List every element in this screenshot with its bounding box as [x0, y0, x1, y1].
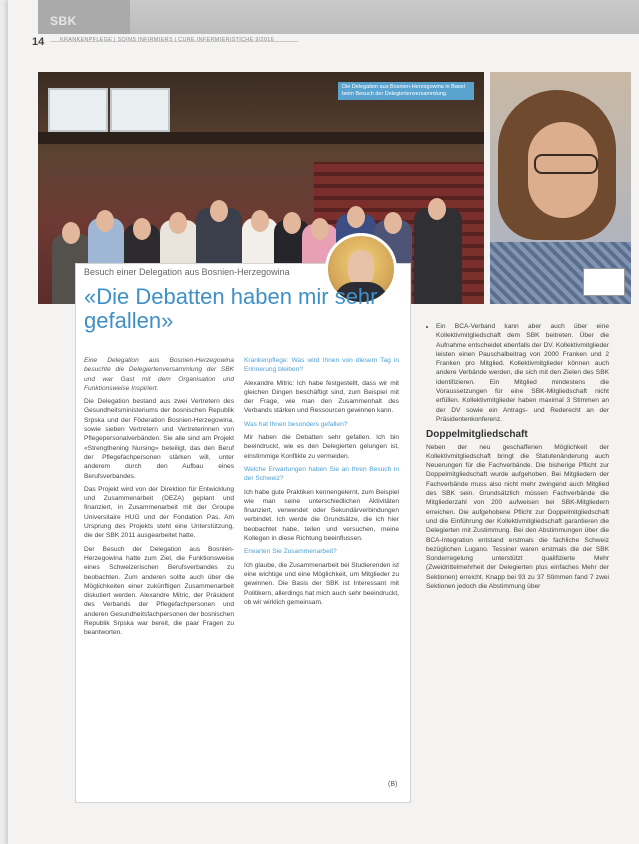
interview-question: Krankenpflege: Was wird Ihnen von diesem Tag in Erinnerung bleiben? [244, 357, 399, 374]
interview-question: Erwarten Sie Zusammenarbeit? [244, 548, 337, 556]
section-heading: Doppelmitgliedschaft [426, 429, 528, 441]
article-column-2 [244, 356, 399, 611]
paragraph: Der Besuch der Delegation aus Bosnien-Herzegowina hatte zum Ziel, die Funktionsweise eines Schweizerischen Berufsverbandes zu beobachten. Zum anderen sollte auch über die Möglichkeiten einer zukünftigen Zusammenarbeit diskutiert werden. Alexandre Mitric, der Präsident des Verbands der Pflegefachpersonen und anderen Gesundheitsfachpersonen der bosnischen Republik Srpska war bereit, die paar Fragen zu beantworten. [84, 545, 234, 637]
paragraph: Die Delegation bestand aus zwei Vertretern des Gesundheitsministeriums der bosnischen Republik Srpska und der Föderation Bosnien-Herzegowina, sowie sieben Vertretern und Vertreterinnen von Pflegepersonalverbänden. Sie alle sind am Projekt «Strengthening Nursing» beteiligt, das den Beruf der Pflegefachpersonen stärken will, unter anderem durch den Aufbau eines Berufsverbandes. [84, 398, 234, 480]
photo-caption: Die Delegation aus Bosnien-Herzegowina in Basel beim Besuch der Delegiertenversammlung. [338, 82, 474, 100]
person [414, 208, 462, 304]
glasses [534, 154, 598, 174]
person-head [311, 218, 329, 240]
article-headline: «Die Debatten haben mir sehr gefallen» [84, 284, 378, 333]
person-head [133, 218, 151, 240]
interview-answer: Ich habe gute Praktiken kennengelernt, zum Beispiel wie man seine unterschiedlichen Aktivitäten finanziert, verwendet oder Sekundärverbindungen verbindet. Ich werde die Grundsätze, die ich hier beobachtet habe, teilen und versuchen, meine Kollegen in diese Richtung beeinflussen. [244, 488, 399, 543]
stage-edge [38, 132, 484, 144]
person-head [428, 198, 446, 220]
bullet-list [426, 322, 609, 424]
interview-question: Welche Erwartungen haben Sie an Ihren Besuch in der Schweiz? [244, 465, 399, 483]
person-head [169, 212, 187, 234]
article-lead: Eine Delegation aus Bosnien-Herzegowina besuchte die Delegiertenversammlung der SBK und war Gast mit dem Organisation und Funktionsweise Inspiriert. [84, 357, 234, 392]
paragraph: Das Projekt wird von der Direktion für Entwicklung und Zusammenarbeit (DEZA) geplant und finanziert, in Zusammenarbeit mit der Groupe Universitaire HUG und der Fondation Pas. Am Ursprung des Projekts steht eine Unterstützung, die der SBK 2011 ausgearbeitet hatte. [84, 485, 234, 540]
sidebar-column [426, 322, 609, 591]
side-portrait-photo [490, 72, 631, 304]
person-head [96, 210, 114, 232]
logo: SBK [50, 14, 77, 28]
interview-answer: Alexandre Mitric: Ich habe festgestellt, dass wir mit gleichen Dingen beschäftigt sind, zum Beispiel mit der Frage, wie man den Zusammenhalt des Verbands stärken und Ressourcen gewinnen kann. [244, 379, 399, 415]
article-kicker: Besuch einer Delegation aus Bosnien-Herzegowina [84, 267, 290, 277]
stage-screen [48, 88, 108, 132]
person-head [251, 210, 269, 232]
person-head [62, 222, 80, 244]
name-badge [583, 268, 625, 296]
bullet-item: • Ein BCA-Verband kann aber auch über eine Kollektivmitgliedschaft dem SBK beitreten. Über die Aufnahme entscheidet ebenfalls der DV. Kollektivmitglieder leisten einen Pauschalbeitrag von 2000 Franken und 2 Franken pro Mitglied. Kollektivmitglieder können auch andere Verbände werden, die sich mit den Zielen des SBK identifizieren. Ein Mitglied mindestens die Voraussetzungen für eine SBK-Mitgliedschaft nicht erfüllen. Kollektivmitglieder haben maximal 3 Stimmen an der DV sowie ein Antrags- und Rederecht an der Präsidentenkonferenz. [436, 322, 609, 424]
person-head [347, 206, 365, 228]
stage-screen [110, 88, 170, 132]
running-head: KRANKENPFLEGE | SOINS INFIRMIERS | CURE INFERMIERISTICHE 9/2016 [60, 37, 274, 43]
author-mark: (B) [388, 781, 398, 788]
person-head [210, 200, 228, 222]
person-head [283, 212, 301, 234]
article-column-1 [84, 356, 234, 642]
interview-answer: Mir haben die Debatten sehr gefallen. Ich bin beeindruckt, wie es den Delegierten gelungen ist, einstimmige Konflikte zu vermeiden. [244, 434, 399, 460]
person-head [384, 212, 402, 234]
interview-answer: Ich glaube, die Zusammenarbeit bei Studierenden ist eine wichtige und eine Möglichkeit, um Mitglieder zu gewinnen. Die Basis der SBK ist Interessant mit Politikern, allerdings hat mich auch sehr beeindruckt, ob wir wirklich gemeinsam. [244, 561, 399, 606]
page-number: 14 [32, 36, 45, 48]
paragraph: Neben der neu geschaffenen Möglichkeit der Kollektivmitgliedschaft bringt die Statutenänderung auch Neuerungen für die Fachverbände. Die bisherige Pflicht zur Doppelmitgliedschaft wurde aufgehoben. Bei Mitgliedern der Fachverbände muss also nicht mehr zwingend auch Mitglied des SBK sein. Grundsätzlich müssen Fachverbände die Mitgliederzahl von 200 aufweisen bei SBK-Mitgliedern erreichen. Die aufgehobene Pflicht zur Doppelmitgliedschaft und die Einführung der Kollektivmitgliedschaft garantieren die Delegierten mit Zustimmung. Bei den Abstimmungen über die BCA-Integration entstand erstmals die fachliche Schweiz bezüglichen Lugano. Tessiner waren erstmals die der SBK Sonderregelung unterstützt qualifizierte Mehr (Zweidrittelmehrheit der Delegierten plus einfaches Mehr der Sektionen) erreicht. Knapp bei 93 zu 37 Stimmen fand 7 zwei Sektionen jedoch die Abstimmung über [426, 443, 609, 591]
portrait-face [348, 250, 374, 286]
interview-question: Was hat Ihnen besonders gefallen? [244, 420, 348, 428]
